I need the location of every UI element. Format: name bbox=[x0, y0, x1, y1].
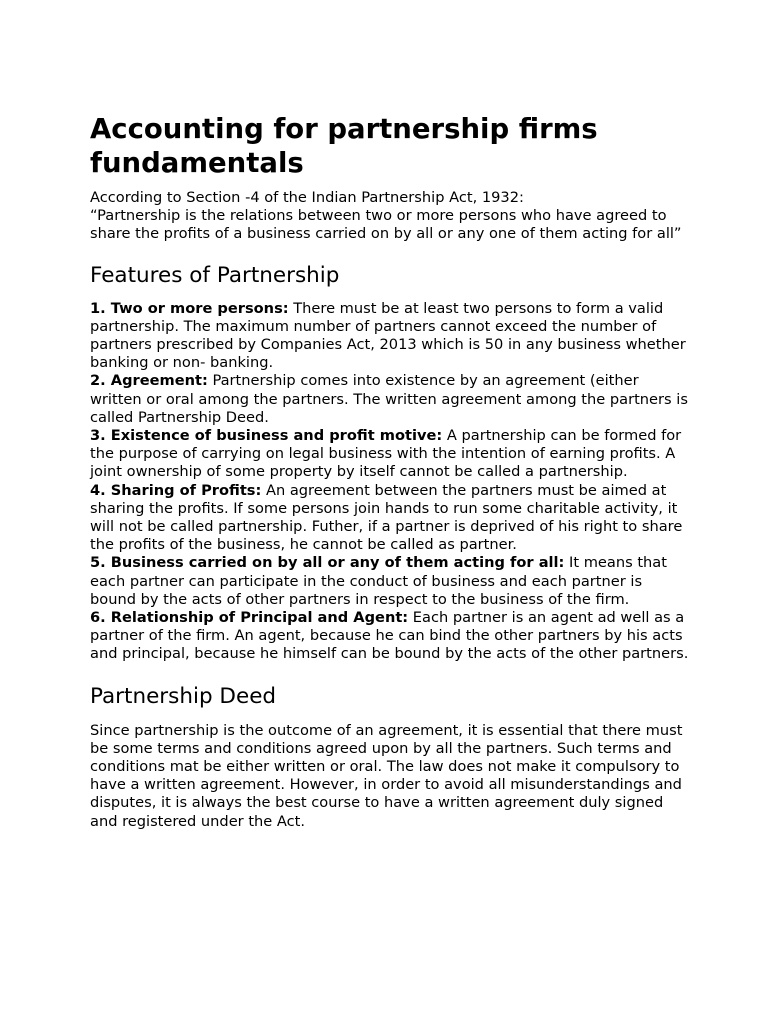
document-page bbox=[90, 112, 690, 831]
feature-label: 5. Business carried on by all or any of them acting for all: bbox=[90, 554, 565, 572]
feature-label: 4. Sharing of Profits: bbox=[90, 481, 262, 499]
features-list bbox=[90, 300, 690, 664]
feature-text: There must be at least two persons to form a valid partnership. The maximum number of partners cannot exceed the number of partners prescribed by Companies Act, 2013 which is 50 in any business whether banking or non- banking. bbox=[90, 299, 686, 372]
partnership-definition: “Partnership is the relations between two or more persons who have agreed to share the profits of a business carried on by all or any one of them acting for all” bbox=[90, 207, 682, 243]
feature-item bbox=[90, 609, 690, 664]
features-heading: Features of Partnership bbox=[90, 262, 340, 288]
intro-line: According to Section -4 of the Indian Partnership Act, 1932: bbox=[90, 189, 524, 206]
feature-label: 3. Existence of business and profit motive: bbox=[90, 427, 443, 445]
feature-text: A partnership can be formed for the purpose of carrying on legal business with the intention of earning profits. A joint ownership of some property by itself cannot be called a partnership. bbox=[90, 427, 682, 481]
feature-text: Partnership comes into existence by an agreement (either written or oral among the partners. The written agreement among the partners is called Partnership Deed. bbox=[90, 372, 688, 426]
feature-label: 2. Agreement: bbox=[90, 372, 208, 390]
deed-heading: Partnership Deed bbox=[90, 683, 277, 709]
feature-text: An agreement between the partners must be aimed at sharing the profits. If some persons join hands to run some charitable activity, it will not be called partnership. Futher, if a partner is deprived of his right to share the profits of the business, he cannot be called as partner. bbox=[90, 481, 683, 554]
feature-item bbox=[90, 482, 690, 555]
feature-item bbox=[90, 554, 690, 609]
feature-item bbox=[90, 427, 690, 482]
feature-item bbox=[90, 372, 690, 427]
deed-paragraph: Since partnership is the outcome of an agreement, it is essential that there must be some terms and conditions agreed upon by all the partners. Such terms and conditions mat be either written or oral. The law does not make it compulsory to have a written agreement. However, in order to avoid all misunderstandings and disputes, it is always the best course to have a written agreement duly signed and registered under the Act. bbox=[90, 721, 683, 830]
feature-text: It means that each partner can participate in the conduct of business and each partner is bound by the acts of other partners in respect to the business of the firm. bbox=[90, 554, 667, 608]
document-title: Accounting for partnership firms fundamentals bbox=[90, 113, 598, 179]
feature-label: 6. Relationship of Principal and Agent: bbox=[90, 609, 409, 627]
feature-text: Each partner is an agent ad well as a partner of the firm. An agent, because he can bind the other partners by his acts and principal, because he himself can be bound by the acts of the other partners. bbox=[90, 609, 689, 663]
feature-label: 1. Two or more persons: bbox=[90, 299, 289, 317]
feature-item bbox=[90, 300, 690, 373]
intro-section bbox=[90, 189, 690, 244]
